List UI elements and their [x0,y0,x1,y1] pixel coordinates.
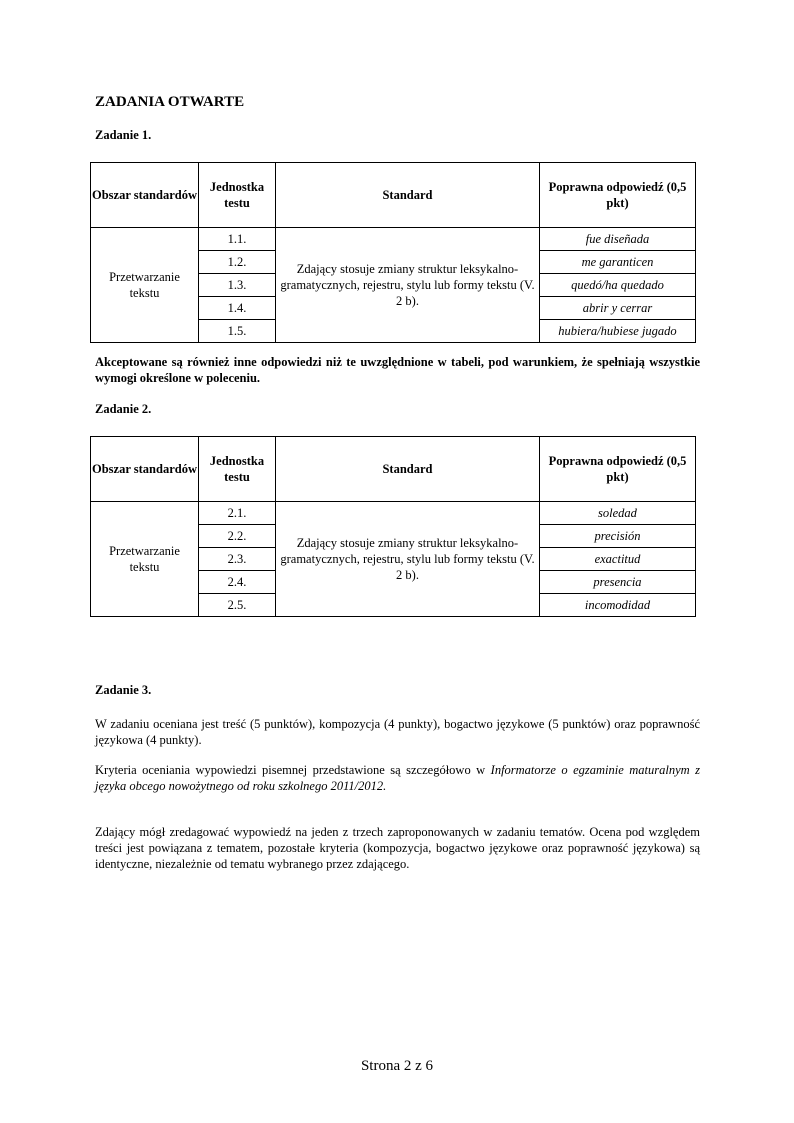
unit-cell: 1.4. [199,297,276,320]
unit-cell: 2.3. [199,548,276,571]
task3-title: Zadanie 3. [95,683,152,697]
task3-topic-paragraph: Zdający mógł zredagować wypowiedź na jeden z trzech zaproponowanych w zadaniu tematów. Ocena pod względem treści jest powiązana z tematem, pozostałe kryteria (kompozycja, bogactwo językowe oraz poprawność językowa) są identyczne, niezależnie od tematu wybranego przez zdającego. [95,825,700,871]
unit-cell: 1.1. [199,228,276,251]
answer-cell: quedó/ha quedado [540,274,696,297]
acceptance-note: Akceptowane są również inne odpowiedzi niż te uwzględnione w tabeli, pod warunkiem, że spełniają wszystkie wymogi określone w poleceniu. [95,355,700,385]
header-odpowiedz: Poprawna odpowiedź (0,5 pkt) [540,437,696,502]
answer-cell: exactitud [540,548,696,571]
answer-cell: precisión [540,525,696,548]
page-number: Strona 2 z 6 [360,1058,434,1074]
unit-cell: 2.4. [199,571,276,594]
standard-cell: Zdający stosuje zmiany struktur leksykalno-gramatycznych, rejestru, stylu lub formy tekstu (V. 2 b). [276,228,540,343]
table-row [91,228,696,251]
task1-title: Zadanie 1. [95,128,152,142]
answer-cell: hubiera/hubiese jugado [540,320,696,343]
unit-cell: 2.1. [199,502,276,525]
unit-cell: 1.5. [199,320,276,343]
unit-cell: 1.2. [199,251,276,274]
header-standard: Standard [276,437,540,502]
task1-table-header [91,163,696,228]
informator-reference: Informatorze o egzaminie maturalnym z języka obcego nowożytnego od roku szkolnego 2011/2012. [95,763,700,793]
criteria-text: Kryteria oceniania wypowiedzi pisemnej przedstawione są szczegółowo w [95,763,491,777]
unit-cell: 1.3. [199,274,276,297]
unit-cell: 2.2. [199,525,276,548]
page-heading: ZADANIA OTWARTE [95,94,245,110]
header-obszar: Obszar standardów [91,437,199,502]
table-row [91,502,696,525]
obszar-cell: Przetwarzanie tekstu [91,228,199,343]
task2-table [90,436,696,617]
answer-cell: presencia [540,571,696,594]
header-odpowiedz: Poprawna odpowiedź (0,5 pkt) [540,163,696,228]
answer-cell: abrir y cerrar [540,297,696,320]
task2-table-header [91,437,696,502]
header-obszar: Obszar standardów [91,163,199,228]
answer-cell: incomodidad [540,594,696,617]
header-jednostka: Jednostka testu [199,437,276,502]
task3-scoring-paragraph: W zadaniu oceniana jest treść (5 punktów), kompozycja (4 punkty), bogactwo językowe (5 punktów) oraz poprawność językowa (4 punkty). [95,717,700,747]
header-jednostka: Jednostka testu [199,163,276,228]
answer-cell: soledad [540,502,696,525]
answer-cell: fue diseñada [540,228,696,251]
header-standard: Standard [276,163,540,228]
task2-title: Zadanie 2. [95,402,152,416]
task1-table [90,162,696,343]
standard-cell: Zdający stosuje zmiany struktur leksykalno-gramatycznych, rejestru, stylu lub formy tekstu (V. 2 b). [276,502,540,617]
answer-cell: me garanticen [540,251,696,274]
task3-criteria-paragraph [95,762,700,794]
obszar-cell: Przetwarzanie tekstu [91,502,199,617]
unit-cell: 2.5. [199,594,276,617]
